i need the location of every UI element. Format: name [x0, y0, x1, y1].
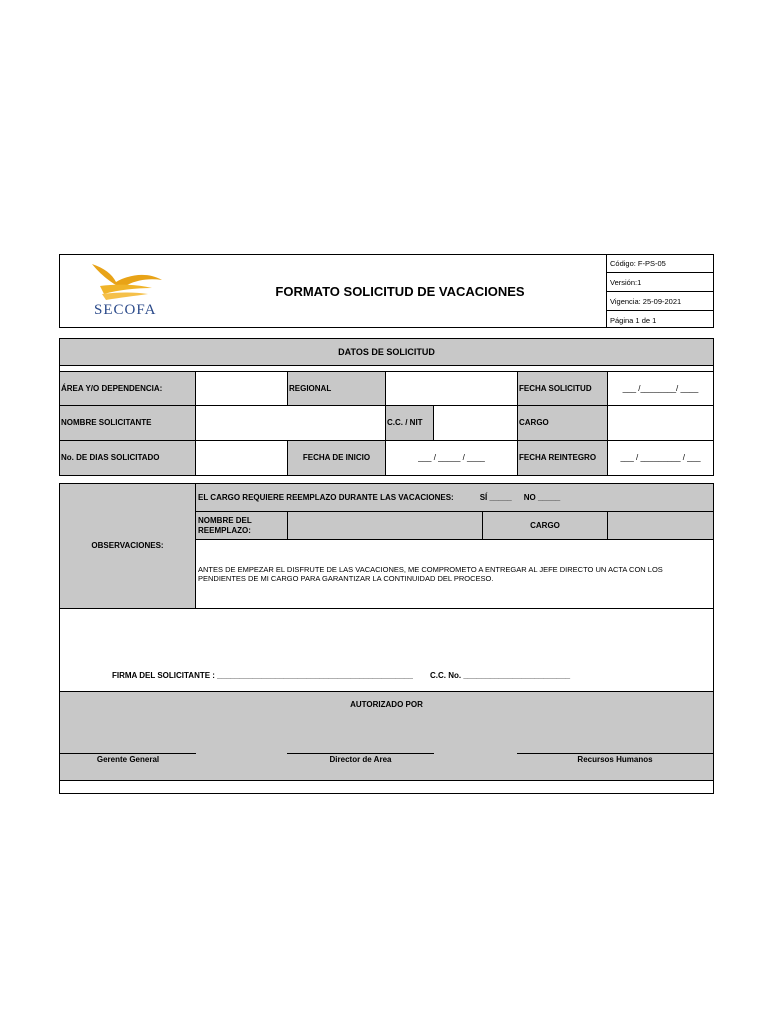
fecha-inicio-label: FECHA DE INICIO	[287, 440, 386, 476]
nombre-reemplazo-field[interactable]	[287, 511, 483, 540]
fecha-reintegro-field[interactable]: ___ / _________ / ___	[607, 440, 714, 476]
gerente-signature-line[interactable]	[60, 753, 196, 754]
rrhh-label: Recursos Humanos	[577, 755, 653, 764]
nombre-solicitante-label: NOMBRE SOLICITANTE	[59, 405, 196, 441]
fecha-solicitud-field[interactable]: ___ /________/ ____	[607, 371, 714, 406]
datos-title: DATOS DE SOLICITUD	[338, 346, 435, 357]
cc-nit-label: C.C. / NIT	[385, 405, 434, 441]
no-option[interactable]: NO _____	[523, 492, 561, 502]
area-label: ÁREA Y/O DEPENDENCIA:	[59, 371, 196, 406]
cargo-label: CARGO	[517, 405, 608, 441]
doc-code: Código: F-PS-05	[607, 254, 714, 273]
director-signature-line[interactable]	[287, 753, 434, 754]
cargo-field[interactable]	[607, 405, 714, 441]
cc-nit-field[interactable]	[433, 405, 518, 441]
fecha-solicitud-label: FECHA SOLICITUD	[517, 371, 608, 406]
nombre-reemplazo-label: NOMBRE DEL REEMPLAZO:	[195, 511, 288, 540]
nombre-solicitante-field[interactable]	[195, 405, 386, 441]
dias-solicitado-label: No. DE DIAS SOLICITADO	[59, 440, 196, 476]
reemplazo-question-row	[195, 483, 714, 512]
gerente-label: Gerente General	[96, 755, 160, 764]
doc-page: Página 1 de 1	[610, 315, 657, 325]
bottom-empty-row	[59, 780, 714, 794]
cargo-reemplazo-label: CARGO	[482, 511, 608, 540]
si-option[interactable]: SÍ _____	[479, 492, 512, 502]
doc-info-column	[606, 254, 714, 328]
autorizado-title: AUTORIZADO POR	[350, 700, 423, 709]
cargo-reemplazo-field[interactable]	[607, 511, 714, 540]
firma-solicitante-line[interactable]: FIRMA DEL SOLICITANTE : ____________________________________________	[112, 671, 413, 680]
area-field[interactable]	[195, 371, 288, 406]
rrhh-signature-line[interactable]	[517, 753, 713, 754]
compromiso-text: ANTES DE EMPEZAR EL DISFRUTE DE LAS VACACIONES, ME COMPROMETO A ENTREGAR AL JEFE DIRECTO UN ACTA CON LOS PENDIENTES DE MI CARGO PARA GARANTIZAR LA CONTINUIDAD DEL PROCESO.	[195, 539, 714, 609]
secofa-logo	[86, 260, 186, 322]
fecha-reintegro-label: FECHA REINTEGRO	[517, 440, 608, 476]
dias-solicitado-field[interactable]	[195, 440, 288, 476]
fecha-inicio-field[interactable]: ___ / _____ / ____	[385, 440, 518, 476]
doc-vigencia: Vigencia: 25-09-2021	[607, 292, 714, 311]
logo-text: SECOFA	[94, 302, 157, 318]
reemplazo-question: EL CARGO REQUIERE REEMPLAZO DURANTE LAS VACACIONES:	[198, 492, 454, 502]
director-label: Director de Area	[329, 755, 392, 764]
regional-field[interactable]	[385, 371, 518, 406]
page-title: FORMATO SOLICITUD DE VACACIONES	[275, 283, 525, 299]
regional-label: REGIONAL	[287, 371, 386, 406]
observaciones-label: OBSERVACIONES:	[59, 483, 196, 609]
cc-no-line[interactable]: C.C. No. ________________________	[430, 671, 571, 680]
doc-version: Versión:1	[607, 273, 714, 292]
bird-logo-icon	[90, 260, 170, 302]
